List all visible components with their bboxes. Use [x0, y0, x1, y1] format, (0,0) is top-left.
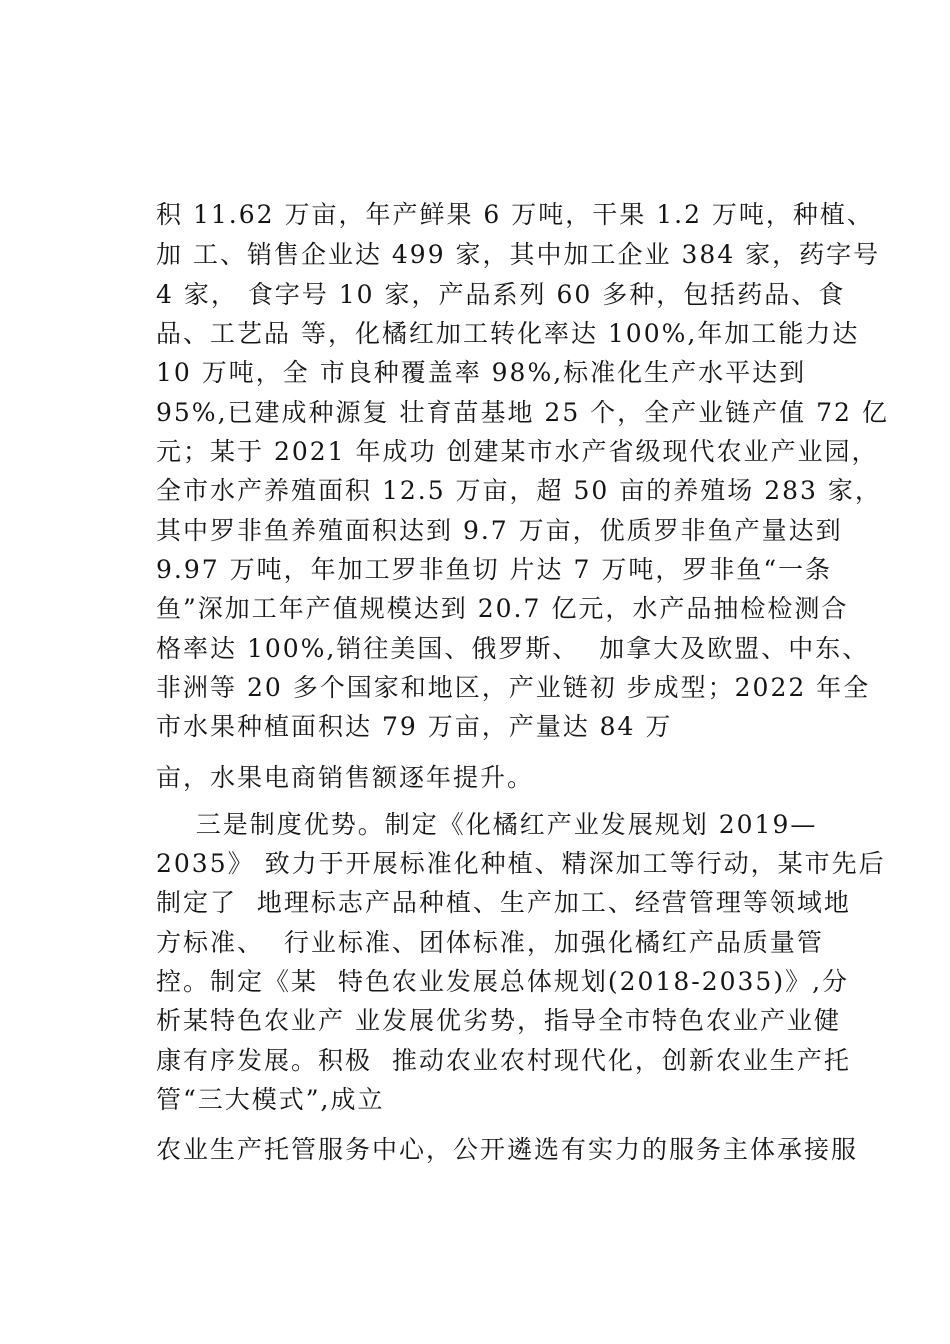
text-line: 市水果种植面积达 79 万亩，产量达 84 万	[156, 712, 673, 741]
text-line: 康有序发展。积极 推动农业农村现代化，创新农业生产托	[156, 1046, 851, 1075]
text-line: 积 11.62 万亩，年产鲜果 6 万吨，干果 1.2 万吨，种植、	[156, 200, 874, 229]
text-line: 加 工、销售企业达 499 家，其中加工企业 384 家，药字号	[156, 240, 881, 269]
text-line: 亩，水果电商销售额逐年提升。	[156, 763, 535, 792]
text-line: 全市水产养殖面积 12.5 万亩，超 50 亩的养殖场 283 家，	[156, 476, 882, 505]
text-line: 4 家， 食字号 10 家，产品系列 60 多种，包括药品、食	[156, 280, 846, 309]
text-line: 管“三大模式”,成立	[156, 1085, 385, 1114]
text-line: 95%,已建成种源复 壮育苗基地 25 个，全产业链产值 72 亿	[156, 398, 889, 427]
text-line: 格率达 100%,销往美国、俄罗斯、 加拿大及欧盟、中东、	[156, 634, 870, 663]
text-line: 制定了 地理标志产品种植、生产加工、经营管理等领域地	[156, 888, 851, 917]
text-line: 鱼”深加工年产值规模达到 20.7 亿元，水产品抽检检测合	[156, 594, 849, 623]
text-line: 2035》 致力于开展标准化种植、精深加工等行动，某市先后	[156, 849, 886, 878]
text-line: 方标准、 行业标准、团体标准，加强化橘红产品质量管	[156, 928, 824, 957]
text-line: 农业生产托管服务中心，公开遴选有实力的服务主体承接服	[156, 1135, 859, 1164]
text-line: 三是制度优势。制定《化橘红产业发展规划 2019—	[156, 810, 818, 839]
text-line: 析某特色农业产 业发展优劣势，指导全市特色农业产业健	[156, 1006, 841, 1035]
text-line: 其中罗非鱼养殖面积达到 9.7 万亩，优质罗非鱼产量达到	[156, 516, 843, 545]
text-line: 非洲等 20 多个国家和地区，产业链初 步成型；2022 年全	[156, 673, 871, 702]
text-line: 10 万吨，全 市良种覆盖率 98%,标准化生产水平达到	[156, 358, 807, 387]
text-line: 元；某于 2021 年成功 创建某市水产省级现代农业产业园，	[156, 437, 879, 466]
text-line: 9.97 万吨，年加工罗非鱼切 片达 7 万吨，罗非鱼“一条	[156, 555, 833, 584]
text-line: 控。制定《某 特色农业发展总体规划(2018-2035)》,分	[156, 967, 850, 996]
text-line: 品、工艺品 等，化橘红加工转化率达 100%,年加工能力达	[156, 319, 860, 348]
